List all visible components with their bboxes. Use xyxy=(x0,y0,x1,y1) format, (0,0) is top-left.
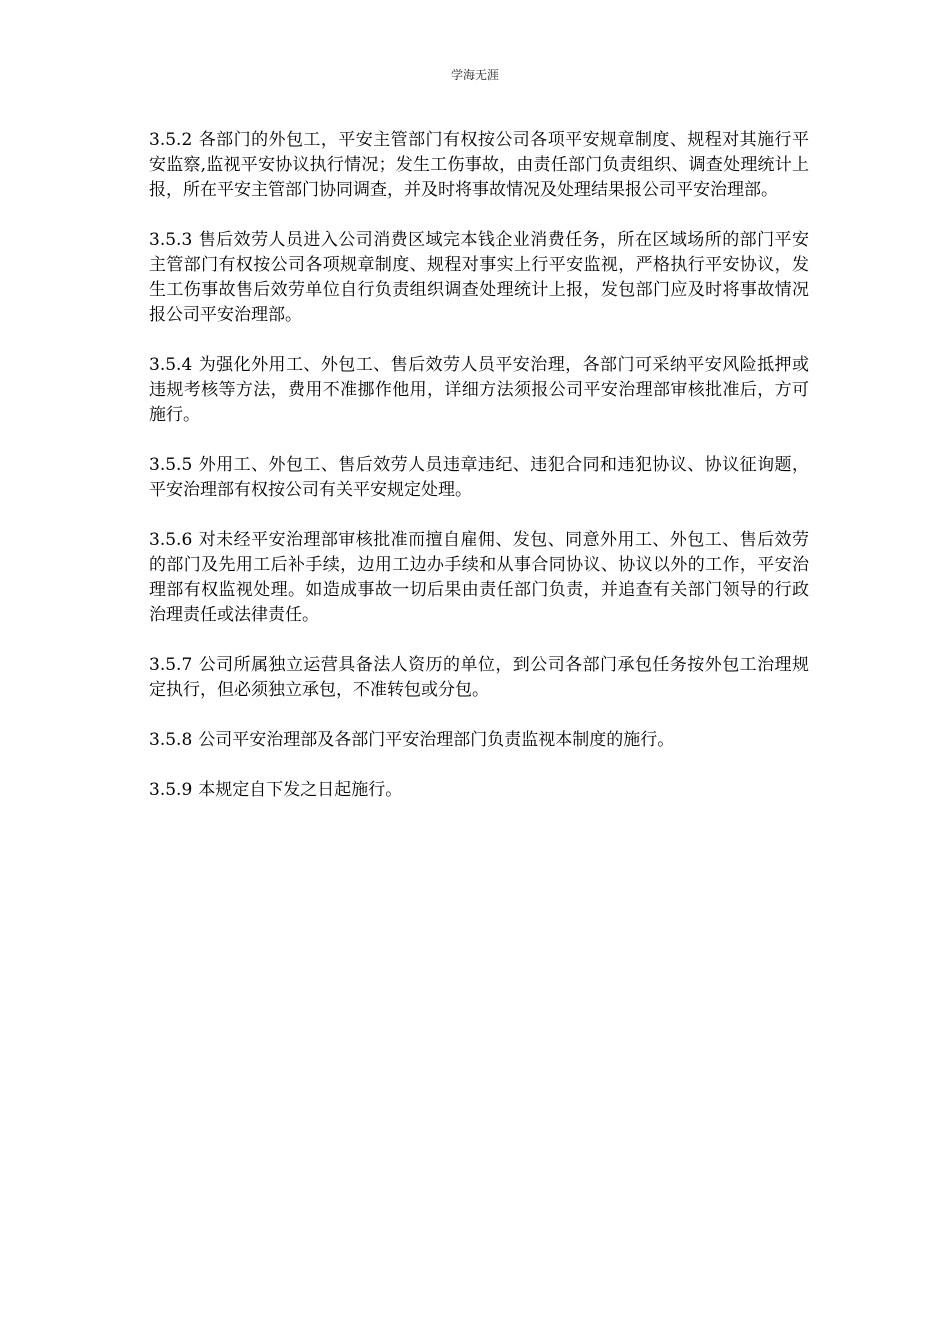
paragraph-text: 对未经平安治理部审核批准而擅自雇佣、发包、同意外用工、外包工、售后效劳的部门及先用工后补手续，边用工边办手续和从事合同协议、协议以外的工作，平安治理部有权监视处理。如造成事故一切后果由责任部门负责，并追查有关部门领导的行政治理责任或法律责任。 xyxy=(149,530,809,625)
paragraph-number: 3.5.6 xyxy=(149,530,193,550)
paragraph-number: 3.5.4 xyxy=(149,355,193,375)
paragraph-3-5-2 xyxy=(149,128,809,203)
page-header: 学海无涯 xyxy=(450,68,499,82)
paragraph-3-5-9 xyxy=(149,778,809,803)
paragraph-text: 公司所属独立运营具备法人资历的单位，到公司各部门承包任务按外包工治理规定执行，但必须独立承包，不准转包或分包。 xyxy=(149,655,809,700)
paragraph-text: 为强化外用工、外包工、售后效劳人员平安治理，各部门可采纳平安风险抵押或违规考核等方法，费用不准挪作他用，详细方法须报公司平安治理部审核批准后，方可施行。 xyxy=(149,355,809,425)
paragraph-number: 3.5.5 xyxy=(149,455,193,475)
paragraph-3-5-3 xyxy=(149,228,809,328)
document-body xyxy=(149,128,809,828)
paragraph-number: 3.5.3 xyxy=(149,230,193,250)
paragraph-text: 本规定自下发之日起施行。 xyxy=(198,780,403,800)
paragraph-3-5-4 xyxy=(149,353,809,428)
paragraph-number: 3.5.8 xyxy=(149,730,193,750)
paragraph-3-5-5 xyxy=(149,453,809,503)
paragraph-text: 外用工、外包工、售后效劳人员违章违纪、违犯合同和违犯协议、协议征询题，平安治理部有权按公司有关平安规定处理。 xyxy=(149,455,809,500)
paragraph-text: 各部门的外包工，平安主管部门有权按公司各项平安规章制度、规程对其施行平安监察,监视平安协议执行情况；发生工伤事故，由责任部门负责组织、调查处理统计上报，所在平安主管部门协同调查，并及时将事故情况及处理结果报公司平安治理部。 xyxy=(149,130,809,200)
paragraph-text: 售后效劳人员进入公司消费区域完本钱企业消费任务，所在区域场所的部门平安主管部门有权按公司各项规章制度、规程对事实上行平安监视，严格执行平安协议，发生工伤事故售后效劳单位自行负责组织调查处理统计上报，发包部门应及时将事故情况报公司平安治理部。 xyxy=(149,230,809,325)
paragraph-number: 3.5.2 xyxy=(149,130,193,150)
paragraph-text: 公司平安治理部及各部门平安治理部门负责监视本制度的施行。 xyxy=(198,730,675,750)
paragraph-3-5-8 xyxy=(149,728,809,753)
paragraph-number: 3.5.9 xyxy=(149,780,193,800)
paragraph-3-5-6 xyxy=(149,528,809,628)
paragraph-3-5-7 xyxy=(149,653,809,703)
paragraph-number: 3.5.7 xyxy=(149,655,193,675)
